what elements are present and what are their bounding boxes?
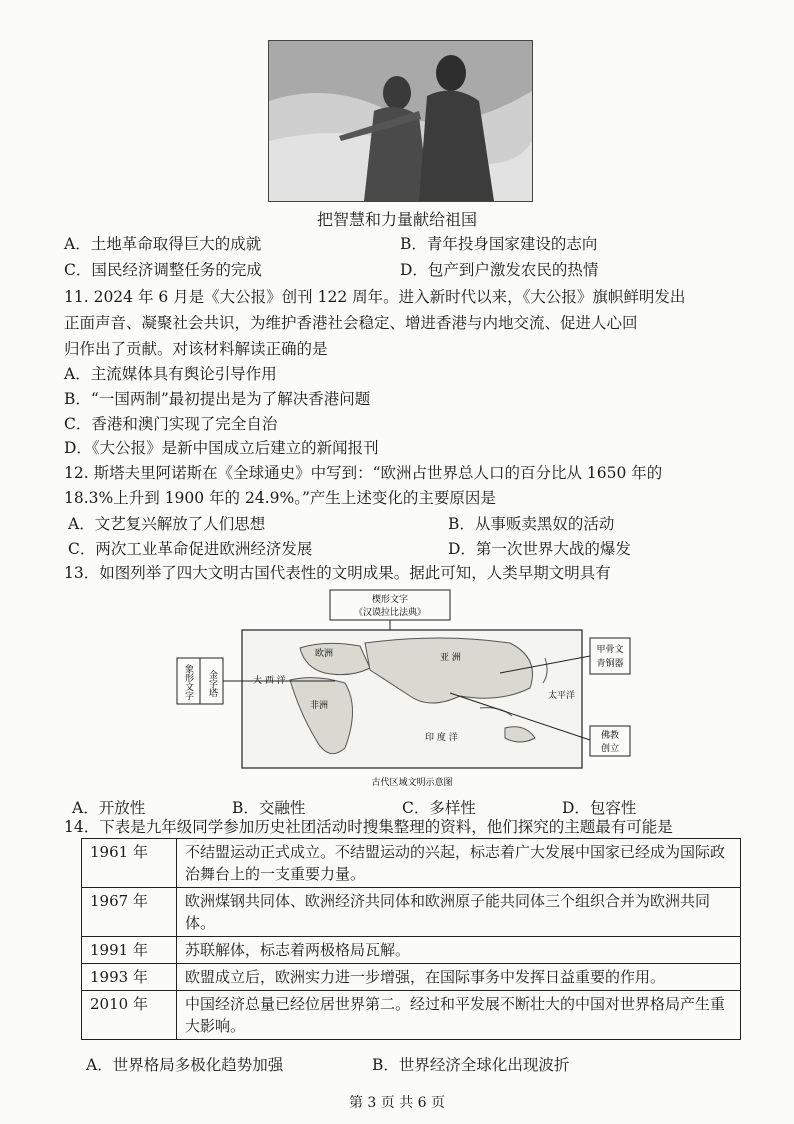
- q11-option-b[interactable]: B．“一国两制”最初提出是为了解决香港问题: [64, 390, 371, 408]
- q12-option-d[interactable]: D．第一次世界大战的爆发: [448, 540, 631, 558]
- q12-option-c[interactable]: C．两次工业革命促进欧洲经济发展: [68, 540, 313, 558]
- q11-option-d[interactable]: D．《大公报》是新中国成立后建立的新闻报刊: [64, 439, 379, 457]
- q13-option-d[interactable]: D．包容性: [562, 799, 637, 817]
- table-cell-text: 欧洲煤钢共同体、欧洲经济共同体和欧洲原子能共同体三个组织合并为欧洲共同体。: [177, 888, 741, 937]
- table-cell-text: 不结盟运动正式成立。不结盟运动的兴起，标志着广大发展中国家已经成为国际政治舞台上的一支重要力量。: [177, 839, 741, 888]
- materials-table: [81, 838, 741, 1040]
- table-cell-year: 1967 年: [82, 888, 177, 937]
- photo-caption: 把智慧和力量献给祖国: [316, 210, 477, 229]
- map-label-pacific: 太平洋: [548, 691, 576, 701]
- q14-option-b[interactable]: B．世界经济全球化出现波折: [372, 1056, 570, 1074]
- q13-option-b[interactable]: B．交融性: [232, 799, 306, 817]
- q14-option-a[interactable]: A．世界格局多极化趋势加强: [86, 1056, 284, 1074]
- q11-option-a[interactable]: A．主流媒体具有舆论引导作用: [64, 365, 277, 383]
- table-cell-year: 2010 年: [82, 991, 177, 1040]
- map-box-right-bottom-line1: 佛教: [600, 731, 620, 741]
- table-row: [82, 937, 741, 964]
- q10-option-b[interactable]: B．青年投身国家建设的志向: [400, 235, 598, 253]
- page-footer: 第 3 页 共 6 页: [348, 1095, 446, 1111]
- q12-stem-line-2: 18.3%上升到 1900 年的 24.9%。”产生上述变化的主要原因是: [64, 489, 496, 507]
- map-box-right-bottom-line2: 创立: [600, 744, 620, 754]
- propaganda-photo: [268, 40, 533, 202]
- table-row: [82, 991, 741, 1040]
- q12-option-a[interactable]: A．文艺复兴解放了人们思想: [68, 515, 266, 533]
- map-caption: 古代区域文明示意图: [371, 778, 453, 788]
- table-cell-text: 欧盟成立后，欧洲实力进一步增强，在国际事务中发挥日益重要的作用。: [177, 964, 741, 991]
- table-row: [82, 839, 741, 888]
- map-label-indian: 印 度 洋: [425, 733, 458, 743]
- q13-option-a[interactable]: A．开放性: [72, 799, 146, 817]
- q12-stem-line-1: 12. 斯塔夫里阿诺斯在《全球通史》中写到：“欧洲占世界总人口的百分比从 1650 年的: [64, 464, 663, 482]
- q11-stem-line-3: 归作出了贡献。对该材料解读正确的是: [64, 340, 328, 358]
- q13-stem: 13．如图列举了四大文明古国代表性的文明成果。据此可知，人类早期文明具有: [64, 564, 611, 582]
- q14-stem: 14．下表是九年级同学参加历史社团活动时搜集整理的资料，他们探究的主题最有可能是: [64, 818, 673, 836]
- map-label-africa: 非洲: [310, 701, 329, 711]
- civilization-map: [150, 588, 650, 793]
- q10-option-c[interactable]: C．国民经济调整任务的完成: [64, 261, 262, 279]
- table-cell-year: 1993 年: [82, 964, 177, 991]
- q12-option-b[interactable]: B．从事贩卖黑奴的活动: [448, 515, 615, 533]
- map-box-right-top-line1: 甲骨文: [596, 645, 624, 655]
- map-box-top-line2: 《汉谟拉比法典》: [353, 608, 427, 618]
- q13-option-c[interactable]: C．多样性: [402, 799, 476, 817]
- map-box-left-a: 金字塔: [207, 670, 217, 697]
- table-row: [82, 964, 741, 991]
- map-box-right-top-line2: 青铜器: [596, 659, 624, 669]
- table-cell-year: 1961 年: [82, 839, 177, 888]
- map-box-top-line1: 楔形文字: [371, 595, 409, 605]
- photo-illustration: [269, 41, 532, 201]
- map-label-europe: 欧洲: [315, 649, 334, 659]
- q11-stem-line-2: 正面声音、凝聚社会共识，为维护香港社会稳定、增进香港与内地交流、促进人心回: [64, 314, 638, 332]
- map-label-atlantic: 大 西 洋: [253, 676, 286, 686]
- table-cell-year: 1991 年: [82, 937, 177, 964]
- table-row: [82, 888, 741, 937]
- q10-option-d[interactable]: D．包产到户激发农民的热情: [400, 261, 599, 279]
- q11-stem-line-1: 11. 2024 年 6 月是《大公报》创刊 122 周年。进入新时代以来，《大公报》旗帜鲜明发出: [64, 288, 686, 306]
- table-cell-text: 苏联解体，标志着两极格局瓦解。: [177, 937, 741, 964]
- map-label-asia: 亚 洲: [440, 653, 461, 663]
- q11-option-c[interactable]: C．香港和澳门实现了完全自治: [64, 415, 278, 433]
- map-box-left-b: 象形文字: [183, 664, 193, 700]
- q10-option-a[interactable]: A．土地革命取得巨大的成就: [64, 235, 262, 253]
- table-cell-text: 中国经济总量已经位居世界第二。经过和平发展不断壮大的中国对世界格局产生重大影响。: [177, 991, 741, 1040]
